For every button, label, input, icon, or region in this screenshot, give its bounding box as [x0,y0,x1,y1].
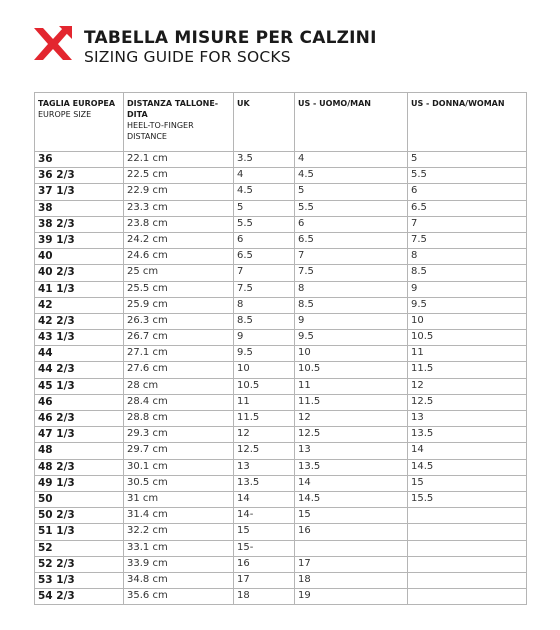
cell-us-man: 18 [295,572,408,588]
cell-eu-size: 46 2/3 [35,411,124,427]
cell-us-woman [408,572,527,588]
cell-us-woman: 11.5 [408,362,527,378]
cell-heel-to-finger: 31 cm [124,491,234,507]
cell-us-man: 7 [295,249,408,265]
cell-us-woman: 7.5 [408,232,527,248]
cell-uk: 3.5 [234,152,295,168]
table-row [35,378,527,394]
cell-uk: 7 [234,265,295,281]
cell-uk: 10 [234,362,295,378]
column-header-label: US - DONNA/WOMAN [411,99,505,108]
cell-heel-to-finger: 24.2 cm [124,232,234,248]
table-row [35,281,527,297]
cell-eu-size: 54 2/3 [35,589,124,605]
cell-eu-size: 46 [35,394,124,410]
cell-heel-to-finger: 23.8 cm [124,216,234,232]
cell-us-man: 19 [295,589,408,605]
column-header-heel-to-finger [124,93,234,152]
cell-heel-to-finger: 22.5 cm [124,168,234,184]
cell-us-woman: 12.5 [408,394,527,410]
cell-eu-size: 37 1/3 [35,184,124,200]
table-row [35,216,527,232]
cell-uk: 11 [234,394,295,410]
table-row [35,184,527,200]
cell-us-woman: 13.5 [408,427,527,443]
cell-us-woman: 15 [408,475,527,491]
column-header-us-man [295,93,408,152]
cell-heel-to-finger: 30.1 cm [124,459,234,475]
cell-heel-to-finger: 22.9 cm [124,184,234,200]
cell-us-man: 4.5 [295,168,408,184]
cell-heel-to-finger: 28.4 cm [124,394,234,410]
cell-eu-size: 53 1/3 [35,572,124,588]
cell-us-man: 8.5 [295,297,408,313]
cell-heel-to-finger: 26.7 cm [124,330,234,346]
cell-eu-size: 36 [35,152,124,168]
table-row [35,168,527,184]
table-row [35,411,527,427]
cell-heel-to-finger: 33.1 cm [124,540,234,556]
cell-eu-size: 36 2/3 [35,168,124,184]
cell-eu-size: 48 2/3 [35,459,124,475]
column-header-us-woman [408,93,527,152]
cell-uk: 15 [234,524,295,540]
column-header-label: TAGLIA EUROPEA [38,99,116,108]
cell-heel-to-finger: 25 cm [124,265,234,281]
table-row [35,491,527,507]
cell-us-man: 9.5 [295,330,408,346]
cell-us-man: 9 [295,313,408,329]
cell-uk: 10.5 [234,378,295,394]
cell-us-man: 13.5 [295,459,408,475]
cell-us-woman: 7 [408,216,527,232]
cell-eu-size: 38 2/3 [35,216,124,232]
cell-uk: 11.5 [234,411,295,427]
cell-us-man [295,540,408,556]
sizing-table [34,92,527,605]
cell-eu-size: 44 2/3 [35,362,124,378]
cell-heel-to-finger: 34.8 cm [124,572,234,588]
cell-us-woman [408,556,527,572]
table-row [35,524,527,540]
cell-uk: 13 [234,459,295,475]
cell-us-man: 10.5 [295,362,408,378]
table-row [35,200,527,216]
table-body [35,152,527,605]
cell-us-man: 10 [295,346,408,362]
table-row [35,330,527,346]
cell-uk: 9.5 [234,346,295,362]
cell-us-man: 11.5 [295,394,408,410]
cell-us-man: 12 [295,411,408,427]
cell-us-man: 11 [295,378,408,394]
cell-us-woman: 6 [408,184,527,200]
cell-uk: 12 [234,427,295,443]
cell-heel-to-finger: 29.7 cm [124,443,234,459]
cell-us-woman: 15.5 [408,491,527,507]
cell-us-woman: 5 [408,152,527,168]
cell-heel-to-finger: 25.5 cm [124,281,234,297]
cell-heel-to-finger: 33.9 cm [124,556,234,572]
cell-heel-to-finger: 28.8 cm [124,411,234,427]
column-header-label: DISTANZA TALLONE-DITA [127,99,219,119]
column-header-uk [234,93,295,152]
table-header-row [35,93,527,152]
cell-eu-size: 41 1/3 [35,281,124,297]
cell-heel-to-finger: 30.5 cm [124,475,234,491]
cell-us-woman: 14 [408,443,527,459]
cell-us-man: 8 [295,281,408,297]
table-row [35,249,527,265]
table-row [35,475,527,491]
cell-us-man: 15 [295,508,408,524]
table-row [35,443,527,459]
cell-heel-to-finger: 35.6 cm [124,589,234,605]
cell-eu-size: 52 2/3 [35,556,124,572]
cell-us-man: 16 [295,524,408,540]
cell-heel-to-finger: 23.3 cm [124,200,234,216]
brand-x-logo-icon [34,25,72,63]
cell-eu-size: 50 [35,491,124,507]
cell-eu-size: 43 1/3 [35,330,124,346]
table-row [35,346,527,362]
cell-eu-size: 51 1/3 [35,524,124,540]
cell-eu-size: 52 [35,540,124,556]
cell-us-woman [408,589,527,605]
cell-eu-size: 39 1/3 [35,232,124,248]
cell-us-woman [408,540,527,556]
cell-uk: 9 [234,330,295,346]
table-row [35,556,527,572]
column-header-label: UK [237,99,250,108]
table-row [35,297,527,313]
cell-us-man: 14.5 [295,491,408,507]
cell-uk: 4.5 [234,184,295,200]
cell-us-woman: 10 [408,313,527,329]
cell-us-man: 17 [295,556,408,572]
cell-eu-size: 47 1/3 [35,427,124,443]
cell-eu-size: 42 [35,297,124,313]
page-subtitle: SIZING GUIDE FOR SOCKS [84,48,291,66]
table-row [35,313,527,329]
cell-uk: 5.5 [234,216,295,232]
cell-us-woman: 10.5 [408,330,527,346]
cell-heel-to-finger: 29.3 cm [124,427,234,443]
cell-eu-size: 40 2/3 [35,265,124,281]
cell-heel-to-finger: 26.3 cm [124,313,234,329]
table-row [35,427,527,443]
cell-us-woman [408,524,527,540]
cell-us-man: 6.5 [295,232,408,248]
table-row [35,459,527,475]
cell-us-woman: 8 [408,249,527,265]
column-header-sublabel: HEEL-TO-FINGER DISTANCE [127,121,194,141]
cell-heel-to-finger: 27.6 cm [124,362,234,378]
cell-uk: 5 [234,200,295,216]
table-row [35,394,527,410]
cell-heel-to-finger: 25.9 cm [124,297,234,313]
cell-us-man: 5 [295,184,408,200]
cell-heel-to-finger: 31.4 cm [124,508,234,524]
cell-eu-size: 49 1/3 [35,475,124,491]
cell-uk: 14 [234,491,295,507]
cell-us-man: 7.5 [295,265,408,281]
table-row [35,265,527,281]
table-row [35,508,527,524]
cell-us-man: 13 [295,443,408,459]
column-header-eu-size [35,93,124,152]
cell-us-man: 6 [295,216,408,232]
cell-us-woman: 11 [408,346,527,362]
table-row [35,232,527,248]
cell-us-man: 4 [295,152,408,168]
cell-us-woman: 8.5 [408,265,527,281]
cell-heel-to-finger: 28 cm [124,378,234,394]
table-row [35,152,527,168]
cell-us-woman: 13 [408,411,527,427]
cell-uk: 4 [234,168,295,184]
cell-us-woman: 9.5 [408,297,527,313]
cell-eu-size: 48 [35,443,124,459]
cell-heel-to-finger: 24.6 cm [124,249,234,265]
page-title: TABELLA MISURE PER CALZINI [84,28,377,48]
cell-uk: 13.5 [234,475,295,491]
cell-eu-size: 50 2/3 [35,508,124,524]
cell-us-man: 5.5 [295,200,408,216]
cell-eu-size: 42 2/3 [35,313,124,329]
cell-uk: 8.5 [234,313,295,329]
cell-us-woman: 6.5 [408,200,527,216]
cell-us-woman: 9 [408,281,527,297]
cell-us-woman [408,508,527,524]
cell-uk: 7.5 [234,281,295,297]
cell-eu-size: 45 1/3 [35,378,124,394]
cell-us-woman: 14.5 [408,459,527,475]
cell-uk: 18 [234,589,295,605]
column-header-label: US - UOMO/MAN [298,99,371,108]
cell-uk: 15- [234,540,295,556]
table-row [35,589,527,605]
table-row [35,572,527,588]
cell-heel-to-finger: 22.1 cm [124,152,234,168]
cell-uk: 16 [234,556,295,572]
cell-heel-to-finger: 27.1 cm [124,346,234,362]
cell-us-man: 14 [295,475,408,491]
table-row [35,540,527,556]
cell-eu-size: 44 [35,346,124,362]
cell-heel-to-finger: 32.2 cm [124,524,234,540]
cell-us-man: 12.5 [295,427,408,443]
cell-uk: 14- [234,508,295,524]
cell-eu-size: 38 [35,200,124,216]
cell-uk: 12.5 [234,443,295,459]
cell-uk: 6.5 [234,249,295,265]
table-row [35,362,527,378]
column-header-sublabel: EUROPE SIZE [38,110,92,119]
cell-eu-size: 40 [35,249,124,265]
cell-uk: 8 [234,297,295,313]
cell-uk: 6 [234,232,295,248]
cell-uk: 17 [234,572,295,588]
cell-us-woman: 12 [408,378,527,394]
cell-us-woman: 5.5 [408,168,527,184]
